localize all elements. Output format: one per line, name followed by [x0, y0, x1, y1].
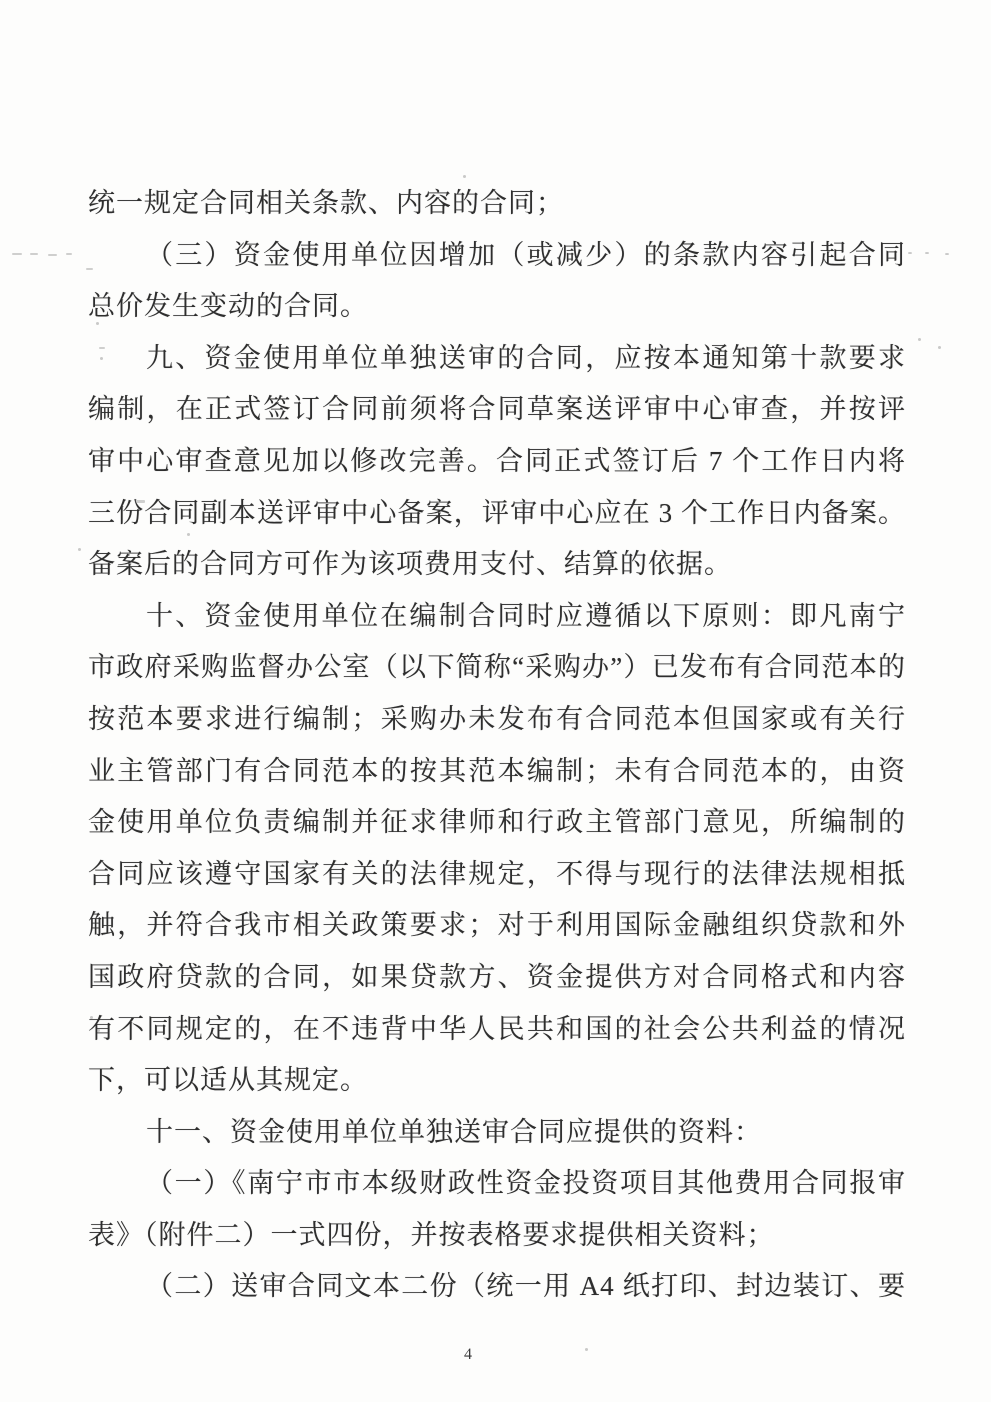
document-body-text	[88, 178, 906, 1313]
document-line: 按范本要求进行编制；采购办未发布有合同范本但国家或有关行	[88, 703, 906, 734]
document-line: 金使用单位负责编制并征求律师和行政主管部门意见，所编制的	[88, 807, 906, 838]
scan-noise	[585, 1348, 588, 1351]
scan-noise	[918, 338, 921, 341]
document-line: 审中心审查意见加以修改完善。合同正式签订后 7 个工作日内将	[88, 445, 906, 476]
scan-noise	[463, 175, 466, 178]
document-line: 九、资金使用单位单独送审的合同，应按本通知第十款要求	[146, 342, 906, 373]
scan-noise	[99, 347, 105, 349]
document-line: 合同应该遵守国家有关的法律规定，不得与现行的法律法规相抵	[88, 858, 906, 889]
scan-noise	[938, 346, 941, 349]
document-line: 三份合同副本送评审中心备案，评审中心应在 3 个工作日内备案。	[88, 497, 906, 528]
document-line: 总价发生变动的合同。	[88, 291, 368, 322]
scan-noise	[100, 357, 103, 360]
document-line: 市政府采购监督办公室（以下简称“采购办”）已发布有合同范本的	[88, 652, 906, 683]
scan-noise	[86, 268, 93, 270]
scan-noise	[187, 533, 190, 536]
scan-noise	[12, 253, 22, 255]
scan-noise	[136, 500, 145, 503]
scan-noise	[908, 252, 912, 254]
document-line: 国政府贷款的合同，如果贷款方、资金提供方对合同格式和内容	[88, 961, 906, 992]
document-line: 下，可以适从其规定。	[88, 1065, 368, 1096]
scan-noise	[90, 1016, 93, 1019]
scan-noise	[96, 322, 99, 325]
document-line: 备案后的合同方可作为该项费用支付、结算的依据。	[88, 549, 732, 580]
document-line: 业主管部门有合同范本的按其范本编制；未有合同范本的，由资	[88, 755, 906, 786]
page-number: 4	[464, 1346, 472, 1363]
scan-noise	[945, 253, 949, 255]
document-line: （二）送审合同文本二份（统一用 A4 纸打印、封边装订、要	[146, 1271, 906, 1302]
document-line: 十一、资金使用单位单独送审合同应提供的资料：	[146, 1116, 762, 1147]
scan-noise	[78, 548, 81, 551]
document-line: （一）《南宁市市本级财政性资金投资项目其他费用合同报审	[146, 1168, 906, 1199]
scan-noise	[48, 254, 57, 256]
scan-noise	[66, 253, 72, 255]
document-line: 编制，在正式签订合同前须将合同草案送评审中心审查，并按评	[88, 394, 906, 425]
scan-noise	[925, 252, 929, 254]
document-line: 表》（附件二）一式四份，并按表格要求提供相关资料；	[88, 1219, 775, 1250]
document-line: 有不同规定的，在不违背中华人民共和国的社会公共利益的情况	[88, 1013, 906, 1044]
scan-noise	[30, 253, 38, 255]
document-line: 触，并符合我市相关政策要求；对于利用国际金融组织贷款和外	[88, 910, 906, 941]
document-line: （三）资金使用单位因增加（或减少）的条款内容引起合同	[146, 239, 906, 270]
scan-noise	[97, 1029, 100, 1032]
document-line: 统一规定合同相关条款、内容的合同；	[88, 188, 564, 218]
document-line: 十、资金使用单位在编制合同时应遵循以下原则：即凡南宁	[146, 600, 906, 631]
